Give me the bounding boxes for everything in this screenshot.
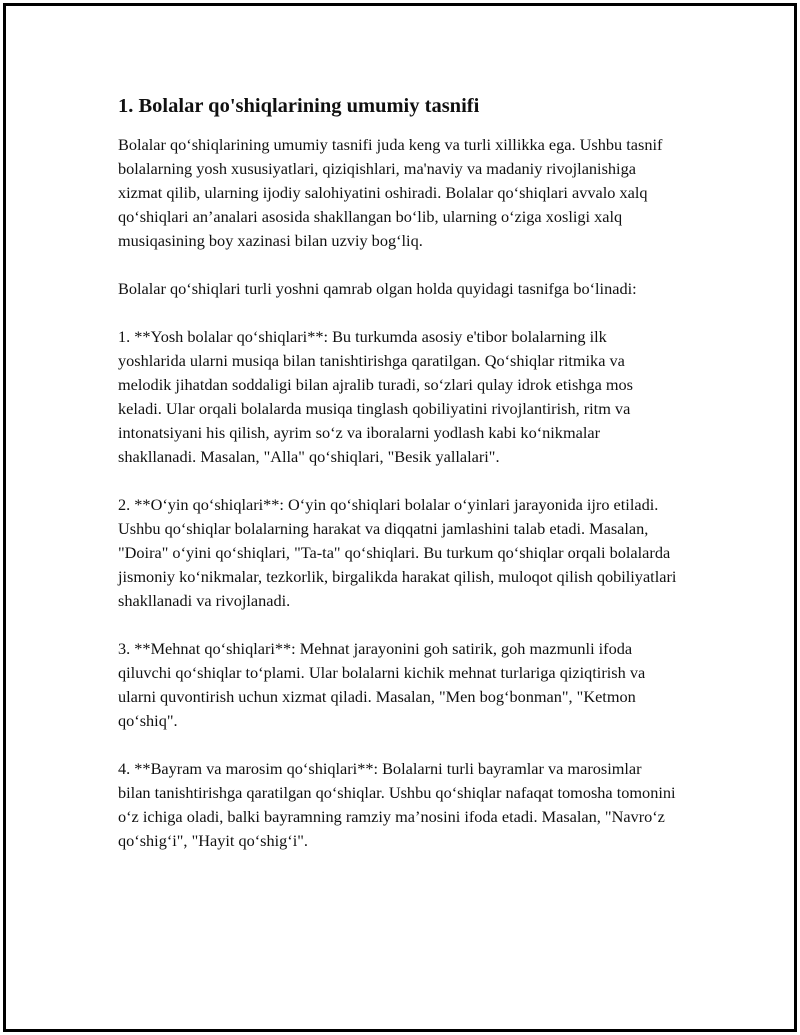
section-heading: 1. Bolalar qo'shiqlarining umumiy tasnifi (118, 95, 480, 117)
document-body (118, 93, 678, 877)
list-item-game-songs: 2. **O‘yin qo‘shiqlari**: O‘yin qo‘shiqlari bolalar o‘yinlari jarayonida ijro etiladi. Ushbu qo‘shiqlar bolalarning harakat va diqqatni jamlashini talab etadi. Masalan, "Doira" o‘yini qo‘shiqlari, "Ta-ta" qo‘shiqlari. Bu turkum qo‘shiqlar orqali bolalarda jismoniy ko‘nikmalar, tezkorlik, birgalikda harakat qilish, muloqot qilish qobiliyatlari shakllanadi va rivojlanadi. (118, 495, 677, 610)
list-item-young-children-songs: 1. **Yosh bolalar qo‘shiqlari**: Bu turkumda asosiy e'tibor bolalarning ilk yoshlarida ularni musiqa bilan tanishtirishga qaratilgan. Qo‘shiqlar ritmika va melodik jihatdan soddaligi bilan ajralib turadi, so‘zlari qulay idrok etishga mos keladi. Ular orqali bolalarda musiqa tinglash qobiliyatini rivojlantirish, ritm va intonatsiyani his qilish, ayrim so‘z va iboralarni yodlash kabi ko‘nikmalar shakllanadi. Masalan, "Alla" qo‘shiqlari, "Besik yallalari". (118, 327, 634, 466)
classification-intro-paragraph: Bolalar qo‘shiqlari turli yoshni qamrab olgan holda quyidagi tasnifga bo‘linadi: (118, 279, 637, 298)
list-item-labor-songs: 3. **Mehnat qo‘shiqlari**: Mehnat jarayonini goh satirik, goh mazmunli ifoda qiluvchi qo‘shiqlar to‘plami. Ular bolalarni kichik mehnat turlariga qiziqtirish va ularni quvontirish uchun xizmat qiladi. Masalan, "Men bog‘bonman", "Ketmon qo‘shiq". (118, 639, 646, 730)
intro-paragraph: Bolalar qo‘shiqlarining umumiy tasnifi juda keng va turli xillikka ega. Ushbu tasnif bolalarning yosh xususiyatlari, qiziqishlari, ma'naviy va madaniy rivojlanishiga xizmat qilib, ularning ijodiy salohiyatini oshiradi. Bolalar qo‘shiqlari avvalo xalq qo‘shiqlari an’analari asosida shakllangan bo‘lib, ularning o‘ziga xosligi xalq musiqasining boy xazinasi bilan uzviy bog‘liq. (118, 135, 663, 250)
list-item-holiday-ritual-songs: 4. **Bayram va marosim qo‘shiqlari**: Bolalarni turli bayramlar va marosimlar bilan tanishtirishga qaratilgan qo‘shiqlar. Ushbu qo‘shiqlar nafaqat tomosha tomonini o‘z ichiga oladi, balki bayramning ramziy ma’nosini ifoda etadi. Masalan, "Navro‘z qo‘shig‘i", "Hayit qo‘shig‘i". (118, 759, 676, 850)
